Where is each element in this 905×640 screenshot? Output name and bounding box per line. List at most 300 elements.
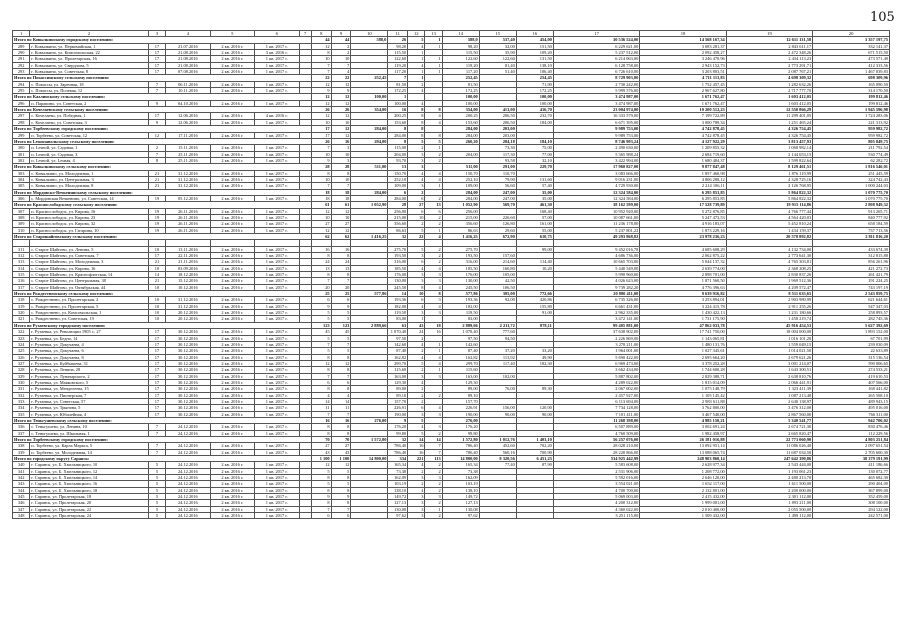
table-cell: 4 564 420,03 <box>726 214 812 220</box>
table-cell: 6 671 395,00 <box>553 119 639 125</box>
table-cell: г. Рузаевка, ул. Докучаева, 8 <box>30 354 149 360</box>
table-cell: 421 272,73 <box>813 265 890 271</box>
table-cell: 3 <box>408 157 425 163</box>
table-cell: 7 <box>311 145 331 151</box>
table-cell: 2 <box>425 253 442 259</box>
table-cell: 2 087 767,21 <box>726 69 812 75</box>
table-cell: 2 830 837,26 <box>726 272 812 278</box>
table-cell: 2 кв. 2016 г. <box>210 303 254 309</box>
table-cell: 115,00 <box>388 145 408 151</box>
table-cell: 172,25 <box>388 88 408 94</box>
table-cell: 18 004 000,00 <box>726 329 812 335</box>
table-cell: 2 кв. 2016 г. <box>210 81 254 87</box>
table-cell: с. Старое Шайгово, ул. Советская, 7 <box>30 253 149 259</box>
table-cell: 296 <box>13 100 30 106</box>
table-cell: 6 507 889,00 <box>553 424 639 430</box>
table-cell: 8 <box>388 126 408 132</box>
table-cell: 306 <box>13 195 30 201</box>
table-cell: 1 кв. 2017 г. <box>255 329 299 335</box>
table-cell: 6 <box>311 297 331 303</box>
table-cell: п. Lesной, ул. Lesная, 4 <box>30 157 149 163</box>
table-cell: с. Теньгушево, ул. Ленина, 10 <box>30 424 149 430</box>
table-cell: 8 320,56 <box>479 456 516 462</box>
table-cell: 6 <box>331 513 351 519</box>
table-cell: 35,00 <box>516 189 553 195</box>
table-cell: 3 <box>331 145 351 151</box>
table-cell: 10,20 <box>516 265 553 271</box>
table-cell: 2 кв. 2016 г. <box>210 214 254 220</box>
table-cell: 2 кв. 2016 г. <box>210 100 254 106</box>
table-cell: 119,20 <box>442 62 479 68</box>
table-cell: 1 416,25 <box>442 234 479 240</box>
table-cell: 4 <box>408 43 425 49</box>
table-cell: 122,60 <box>479 56 516 62</box>
table-cell: 103,19 <box>388 481 408 487</box>
table-cell: 1 <box>425 69 442 75</box>
table-cell: 323 <box>13 335 30 341</box>
table-cell: 9 <box>311 494 331 500</box>
table-cell: 2 кв. 2016 г. <box>210 468 254 474</box>
table-cell: 332 <box>13 392 30 398</box>
table-cell: 5 627 392,69 <box>813 322 890 328</box>
table-cell: 333 <box>13 398 30 404</box>
table-cell: 35,00 <box>516 195 553 201</box>
table-cell: 10 087 661,00 <box>553 214 639 220</box>
table-cell: 5 690 422,00 <box>553 354 639 360</box>
table-cell: 12 <box>311 100 331 106</box>
table-cell: 3 <box>408 164 425 170</box>
table-cell: 11 299 401,05 <box>726 113 812 119</box>
table-cell: 130,00 <box>388 278 408 284</box>
table-cell: 123 <box>311 322 331 328</box>
table-cell: 10.12.2016 <box>166 284 210 290</box>
table-cell: 3 <box>425 278 442 284</box>
table-cell: 331 <box>13 386 30 392</box>
table-cell: 588,0 <box>351 37 388 43</box>
table-cell: 26 <box>388 37 408 43</box>
table-cell: с. Старое Шайгово, ул. Центральная, 38 <box>30 278 149 284</box>
table-cell: 89,30 <box>516 386 553 392</box>
table-cell: п. Торбеево, ул. Молодежная, 14 <box>30 449 149 455</box>
table-cell: 57,00 <box>516 214 553 220</box>
table-cell: 6 113 694,00 <box>553 398 639 404</box>
table-cell: 8 <box>425 291 442 297</box>
table-cell: 1 кв. 2017 г. <box>255 462 299 468</box>
table-cell: 2 кв. 2016 г. <box>210 487 254 493</box>
table-cell: 489 943,15 <box>813 398 890 404</box>
table-cell: 354,00 <box>351 107 388 113</box>
table-cell: 17 <box>148 341 165 347</box>
table-cell: 172,25 <box>516 88 553 94</box>
table-cell: 5 <box>148 513 165 519</box>
table-cell: 13 <box>311 265 331 271</box>
table-cell: 5 864 822,32 <box>726 195 812 201</box>
table-cell: 261 421,79 <box>813 272 890 278</box>
table-cell: 17 960 827,00 <box>553 164 639 170</box>
table-cell: 2 638 810,76 <box>726 373 812 379</box>
table-cell: 97,62 <box>388 513 408 519</box>
table-cell: 5 <box>331 316 351 322</box>
table-cell: 162,82 <box>442 354 479 360</box>
table-cell: 2 кв. 2016 г. <box>210 430 254 436</box>
table-cell: 12 611 131,58 <box>726 37 812 43</box>
table-cell: 2 <box>425 157 442 163</box>
table-cell: 138,10 <box>442 487 479 493</box>
table-cell: 433 674,39 <box>813 246 890 252</box>
table-cell: 7 <box>425 443 442 449</box>
table-cell: 327 <box>13 360 30 366</box>
table-cell: 334 <box>388 456 408 462</box>
table-cell: 2 <box>425 392 442 398</box>
table-cell: 959 982,72 <box>813 132 890 138</box>
table-cell: 4 803 251,84 <box>813 437 890 443</box>
table-cell: 10 200 512,23 <box>640 107 726 113</box>
table-cell: 9 <box>388 417 408 423</box>
table-cell: 176,00 <box>388 272 408 278</box>
table-cell: 119,20 <box>388 62 408 68</box>
column-number: 16 <box>516 31 553 37</box>
table-cell: 106,40 <box>516 69 553 75</box>
table-cell: 2 062 875,22 <box>640 253 726 259</box>
table-cell: 142,60 <box>388 341 408 347</box>
table-cell: 3 <box>425 297 442 303</box>
table-cell: 3 <box>425 494 442 500</box>
table-cell: 3 <box>408 494 425 500</box>
table-cell: 12 <box>311 43 331 49</box>
table-cell: 4 711 113,83 <box>640 75 726 81</box>
table-cell: 352 459,00 <box>813 494 890 500</box>
table-cell: г. Саранск, ул. Б. Хмельницкого, 14 <box>30 475 149 481</box>
table-cell: 3 083 666,00 <box>553 170 639 176</box>
table-cell: 44 <box>331 37 351 43</box>
table-cell: 8 <box>331 500 351 506</box>
table-cell: 86,63 <box>388 227 408 233</box>
table-cell: 1 105 145,42 <box>640 392 726 398</box>
table-cell: 1 кв. 2017 г. <box>255 494 299 500</box>
table-cell: 247,00 <box>479 195 516 201</box>
table-cell: 31.12.2016 <box>166 170 210 176</box>
table-cell: 274 533,21 <box>813 367 890 373</box>
table-cell: 316 <box>13 278 30 284</box>
table-cell: 149,72 <box>442 494 479 500</box>
table-cell: 2 639 774,00 <box>640 265 726 271</box>
table-cell: 155,80 <box>516 303 553 309</box>
table-cell: 44 <box>311 37 331 43</box>
table-cell: 127,13 <box>442 500 479 506</box>
table-cell: 38 379 191,99 <box>813 456 890 462</box>
table-cell: с. Кочелаево, ул. Победная, 1 <box>30 113 149 119</box>
table-cell: 117,20 <box>388 69 408 75</box>
column-number: 8 <box>311 31 331 37</box>
table-cell: 204,00 <box>442 151 479 157</box>
table-cell: 2 кв. 2016 г. <box>210 360 254 366</box>
table-cell: 20 <box>311 284 331 290</box>
table-cell: 16 <box>388 107 408 113</box>
table-cell: 1 014 021,50 <box>726 348 812 354</box>
table-cell: 30.12.2016 <box>166 360 210 366</box>
subtotal-label: Итого по Ковылкинскому городскому поселению: <box>13 37 312 43</box>
table-cell: 7 <box>425 449 442 455</box>
table-cell: 206,50 <box>479 119 516 125</box>
table-cell: 160,80 <box>479 265 516 271</box>
table-cell: 157,70 <box>388 398 408 404</box>
table-cell: 2 126 768,95 <box>726 183 812 189</box>
table-cell: 28 228 866,00 <box>553 449 639 455</box>
table-cell: 5 272 876,85 <box>640 208 726 214</box>
table-cell: с. Покассы, ул. Заречная, 18 <box>30 81 149 87</box>
table-cell: 2 кв. 2016 г. <box>210 367 254 373</box>
table-cell: 8 <box>408 107 425 113</box>
column-number: 5 <box>210 31 254 37</box>
table-cell: 11 <box>331 405 351 411</box>
table-cell: 11 086 026,40 <box>726 443 812 449</box>
table-cell: 290 <box>13 50 30 56</box>
table-cell: 5 <box>148 500 165 506</box>
table-cell: 110,70 <box>479 170 516 176</box>
table-cell: 27 <box>331 443 351 449</box>
table-cell: 89,00 <box>388 386 408 392</box>
table-cell: 45 <box>311 329 331 335</box>
table-cell: 12 <box>311 360 331 366</box>
table-cell: 4 328 725,16 <box>726 176 812 182</box>
table-cell: 326 <box>13 354 30 360</box>
table-cell: 560,16 <box>479 449 516 455</box>
table-cell: 165 090,50 <box>813 81 890 87</box>
table-cell: 10 <box>311 176 331 182</box>
table-cell: 700,90 <box>516 449 553 455</box>
table-cell: 1 323 411,39 <box>726 386 812 392</box>
table-cell: 19 <box>148 195 165 201</box>
table-cell: 8 <box>311 475 331 481</box>
table-cell: 5 864 822,32 <box>726 189 812 195</box>
table-cell: 157,60 <box>479 253 516 259</box>
table-cell: 200,25 <box>388 113 408 119</box>
table-cell: 37 638 902,00 <box>553 329 639 335</box>
table-cell: 1 603 412,05 <box>726 94 812 100</box>
table-cell: 26.11.2016 <box>166 227 210 233</box>
table-cell: 150,70 <box>442 170 479 176</box>
table-cell: 8 <box>311 424 331 430</box>
table-cell: 7 <box>148 151 165 157</box>
table-cell: 5 452 810,24 <box>726 221 812 227</box>
table-cell: 2 <box>408 367 425 373</box>
page-number: 105 <box>870 10 895 25</box>
table-cell: 2 кв. 2016 г. <box>210 335 254 341</box>
table-cell: 2 097 651,54 <box>813 443 890 449</box>
column-number: 7 <box>299 31 311 37</box>
subtotal-label: Итого по Ковылкинскому сельскому поселению: <box>13 164 312 170</box>
table-cell: 2 092 458,27 <box>640 50 726 56</box>
table-cell: 17 <box>311 132 331 138</box>
table-cell: 407 566,00 <box>813 379 890 385</box>
table-cell: 2 <box>425 513 442 519</box>
table-cell: 8 <box>148 157 165 163</box>
table-cell: 12 <box>148 132 165 138</box>
table-cell: 8 <box>311 487 331 493</box>
table-cell: 1 559 049,15 <box>726 341 812 347</box>
table-cell: 2 кв. 2016 г. <box>210 386 254 392</box>
table-cell: 4 985 150,21 <box>640 417 726 423</box>
table-cell: 1 кв. 2017 г. <box>255 119 299 125</box>
table-cell: 302 <box>13 157 30 163</box>
table-cell: 329 <box>13 373 30 379</box>
table-cell: 341 <box>13 468 30 474</box>
table-cell: 9 <box>331 88 351 94</box>
table-cell: 1 857 460,98 <box>640 170 726 176</box>
table-cell: г. Саранск, ул. Пролетарская, 24 <box>30 513 149 519</box>
table-cell: 336 <box>13 424 30 430</box>
table-cell: 2 <box>425 487 442 493</box>
table-cell: 168 441,82 <box>813 386 890 392</box>
table-cell: 24.12.2016 <box>166 494 210 500</box>
table-cell: 276,00 <box>351 417 388 423</box>
table-cell: 12 <box>331 360 351 366</box>
table-cell: 6 735 326,00 <box>553 297 639 303</box>
table-cell: 293 <box>13 69 30 75</box>
table-cell: 2 кв. 2016 г. <box>210 50 254 56</box>
column-number: 3 <box>148 31 165 37</box>
table-cell: 12 <box>311 94 331 100</box>
table-cell: 1 кв. 2017 г. <box>255 183 299 189</box>
table-cell: 120,00 <box>516 405 553 411</box>
table-cell: 51,40 <box>479 69 516 75</box>
table-cell: 1 кв. 2017 г. <box>255 170 299 176</box>
table-cell: 3 <box>425 411 442 417</box>
table-cell: 165,34 <box>388 462 408 468</box>
table-cell: 786,40 <box>442 443 479 449</box>
table-cell: 17 528 739,89 <box>640 202 726 208</box>
table-cell: 4 <box>425 170 442 176</box>
table-cell: 8 <box>408 113 425 119</box>
table-cell: 206,50 <box>479 113 516 119</box>
table-cell: 335 <box>13 411 30 417</box>
table-cell: 19 <box>148 214 165 220</box>
table-cell: 8 <box>408 126 425 132</box>
table-cell: 226,91 <box>388 405 408 411</box>
table-cell: 43 <box>331 449 351 455</box>
table-cell: 2 <box>331 43 351 49</box>
table-cell: 672,90 <box>479 234 516 240</box>
table-cell: 49 293 868,82 <box>553 234 639 240</box>
table-cell: 1 кв. 2017 г. <box>255 354 299 360</box>
table-cell: 420,86 <box>516 297 553 303</box>
table-cell: 8 <box>331 386 351 392</box>
table-cell: 10 <box>148 303 165 309</box>
table-cell: 153,60 <box>442 119 479 125</box>
table-cell: 8 129 461,51 <box>726 164 812 170</box>
table-cell: г. Рузаевка, ул. Докучаева, 6 <box>30 348 149 354</box>
table-cell: г. Саранск, ул. Б. Хмельницкого, 18 <box>30 487 149 493</box>
table-cell: 5 <box>331 481 351 487</box>
table-cell: 311 <box>13 246 30 252</box>
table-cell: 172,25 <box>442 88 479 94</box>
subtotal-label: Итого по городскому округу Саранск: <box>13 456 312 462</box>
table-cell: 314 170,50 <box>813 88 890 94</box>
table-cell: 2 кв. 2016 г. <box>210 265 254 271</box>
table-cell: 16 <box>331 138 351 144</box>
table-cell: 9 <box>311 303 331 309</box>
table-cell: 14 <box>388 291 408 297</box>
table-cell: 10 <box>331 214 351 220</box>
table-cell: 14 568 167,34 <box>640 37 726 43</box>
table-cell: 10 <box>311 151 331 157</box>
table-cell: 193,36 <box>442 297 479 303</box>
table-cell: 4 026 623,00 <box>553 278 639 284</box>
table-cell: 332 141,37 <box>813 43 890 49</box>
table-cell: г. Ковылкино, ул. Советская, 8 <box>30 69 149 75</box>
table-cell: 3 <box>408 272 425 278</box>
table-cell: с. Рождествено, ул. Пролетарская, 5 <box>30 303 149 309</box>
table-cell: 4 <box>408 424 425 430</box>
table-cell: 2 132 801,00 <box>640 487 726 493</box>
table-cell: 24.12.2016 <box>166 487 210 493</box>
table-cell: 32 <box>388 437 408 443</box>
table-cell: г. Саранск, ул. Б. Хмельницкого, 10 <box>30 462 149 468</box>
table-cell: 2 кв. 2016 г. <box>210 43 254 49</box>
table-cell: 2 кв. 2016 г. <box>210 341 254 347</box>
table-cell: 30.12.2016 <box>166 335 210 341</box>
table-cell: 5 <box>408 227 425 233</box>
table-cell: 7 <box>311 278 331 284</box>
table-cell: 1 052,90 <box>442 202 479 208</box>
table-cell: 9 <box>148 119 165 125</box>
table-cell: 119,50 <box>442 310 479 316</box>
table-cell: 24 <box>311 259 331 265</box>
table-cell: 569,70 <box>479 202 516 208</box>
table-cell: 4 <box>425 360 442 366</box>
table-cell: 91,00 <box>516 310 553 316</box>
table-cell: 830 476,46 <box>813 424 890 430</box>
table-cell: 5 592 016,00 <box>553 475 639 481</box>
table-cell: 2 кв. 2016 г. <box>210 157 254 163</box>
table-cell: 248 903 860,14 <box>640 456 726 462</box>
table-cell: 12 <box>331 113 351 119</box>
table-cell: 10 <box>311 56 331 62</box>
table-cell: 127,13 <box>388 500 408 506</box>
table-cell: 100,00 <box>516 100 553 106</box>
table-cell: 2 <box>408 481 425 487</box>
table-cell: 94,50 <box>479 335 516 341</box>
table-cell: 7 <box>148 424 165 430</box>
table-cell: 1 кв. 2017 г. <box>255 176 299 182</box>
table-cell: 334 <box>13 405 30 411</box>
table-cell: 16 <box>408 449 425 455</box>
table-cell: 2 867 560,00 <box>726 411 812 417</box>
table-cell: 28 <box>311 164 331 170</box>
table-cell: п. Парапино, ул. Советская, 2 <box>30 100 149 106</box>
table-cell: 30.12.2016 <box>166 411 210 417</box>
table-cell: 3 <box>425 272 442 278</box>
table-cell: 215,00 <box>388 214 408 220</box>
column-number: 19 <box>726 31 812 37</box>
table-cell: 9 016 231,00 <box>553 176 639 182</box>
table-cell: 17 <box>148 367 165 373</box>
table-cell: 856 261,96 <box>813 259 890 265</box>
table-cell: 395,00 <box>479 291 516 297</box>
table-cell: 284,00 <box>442 189 479 195</box>
table-cell: 4 729 930,00 <box>553 183 639 189</box>
table-cell: 291,00 <box>479 164 516 170</box>
table-cell: 452,60 <box>479 443 516 449</box>
column-number: 18 <box>640 31 726 37</box>
table-cell: 22 633,89 <box>813 348 890 354</box>
table-cell: 3 <box>425 373 442 379</box>
table-cell: 8 <box>331 475 351 481</box>
table-cell: 1 кв. 2017 г. <box>255 430 299 436</box>
table-cell: п. Торбеево, ул. Советская, 12 <box>30 132 149 138</box>
table-cell: 4 200 312,00 <box>553 500 639 506</box>
table-cell: 5 <box>148 475 165 481</box>
